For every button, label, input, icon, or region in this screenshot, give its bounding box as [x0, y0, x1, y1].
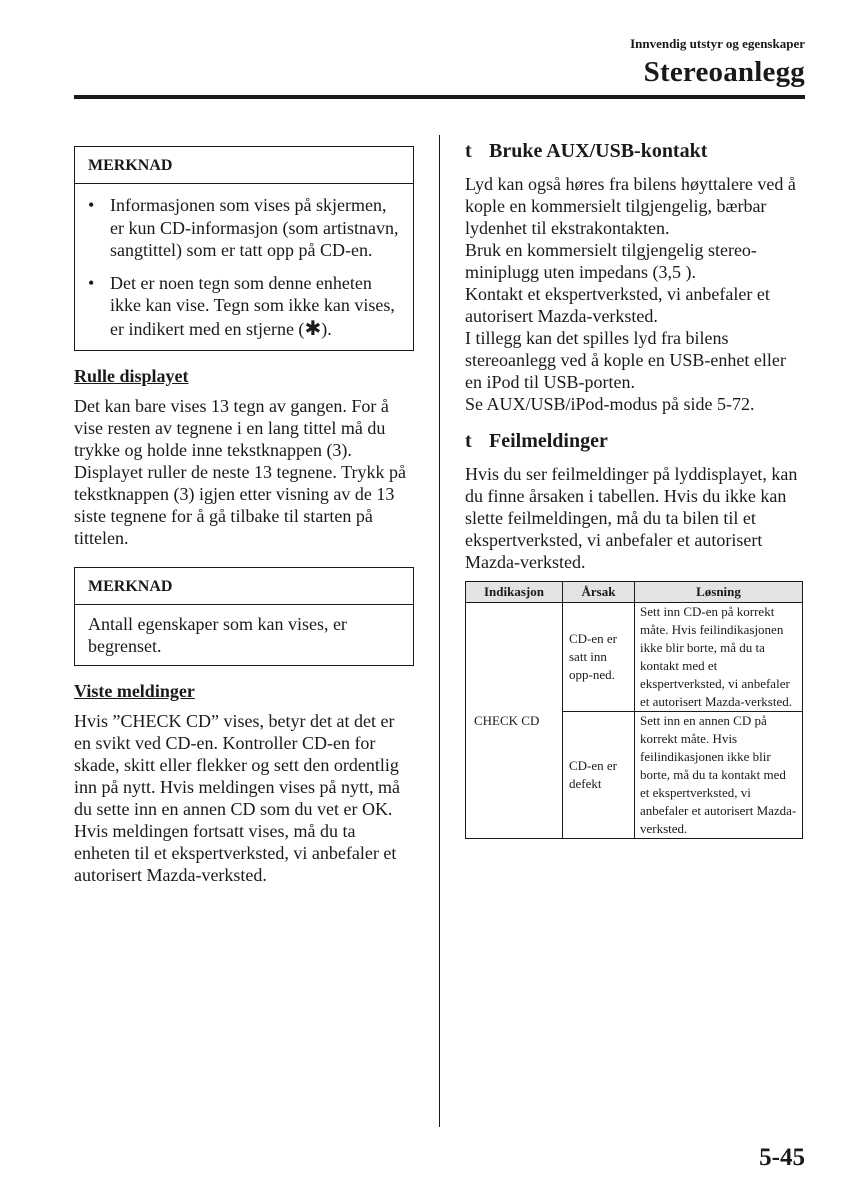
section-marker: t [465, 430, 472, 452]
table-header-row [466, 582, 803, 603]
paragraph-messages: Hvis ”CHECK CD” vises, betyr det at det er en svikt ved CD-en. Kontroller CD-en for skade, skitt eller flekker og sett den ordentlig inn på nytt. Hvis meldingen vises på nytt, må du sette inn en annen CD som du vet er OK. Hvis meldingen fortsatt vises, må du ta enheten til et ekspertverksted, vi anbefaler et autorisert Mazda-verksted. [74, 711, 400, 885]
star-icon: ✱ [304, 315, 322, 340]
note-heading: MERKNAD [75, 568, 413, 605]
note-list [75, 184, 413, 350]
bullet-icon: • [88, 272, 95, 293]
list-item [88, 272, 403, 341]
column-divider [439, 135, 440, 1127]
section-label: Innvendig utstyr og egenskaper [630, 36, 805, 51]
right-column [465, 138, 805, 839]
list-item [88, 194, 403, 262]
section-heading-text: Bruke AUX/USB-kontakt [489, 140, 708, 162]
paragraph-errors: Hvis du ser feilmeldinger på lyddisplayet, kan du finne årsaken i tabellen. Hvis du ikke kan slette feilmeldingen, må du ta bilen til et ekspertverksted, vi anbefaler et autorisert Mazda-verksted. [465, 464, 798, 572]
bullet-icon: • [88, 195, 95, 215]
cause-cell: CD-en er defekt [563, 712, 635, 839]
left-column [74, 146, 414, 886]
indication-cell: CHECK CD [466, 603, 563, 839]
solution-cell: Sett inn en annen CD på korrekt måte. Hvis feilindikasjonen ikke blir borte, må du ta kontakt med et ekspertverksted, vi anbefaler et autorisert Mazda-verksted. [635, 712, 803, 839]
note-item-text: Det er noen tegn som denne enheten ikke kan vise. Tegn som ikke kan vises, er indikert med en stjerne ( [110, 272, 395, 339]
column-header: Løsning [635, 582, 803, 603]
page-title: Stereoanlegg [643, 56, 805, 88]
note-body: Antall egenskaper som kan vises, er begrenset. [88, 614, 347, 656]
note-box [74, 567, 414, 666]
column-header: Indikasjon [466, 582, 563, 603]
note-item-text-end: ). [321, 318, 332, 339]
section-heading-text: Feilmeldinger [489, 430, 608, 452]
note-box [74, 146, 414, 351]
paragraph-scroll: Det kan bare vises 13 tegn av gangen. For å vise resten av tegnene i en lang tittel må du trykke og holde inne tekstknappen (3). Displayet ruller de neste 13 tegnene. Trykk på tekstknappen (3) igjen etter visning av de 13 siste tegnene for å gå tilbake til starten på tittelen. [74, 396, 406, 548]
page-number: 5-45 [759, 1144, 805, 1171]
note-heading: MERKNAD [75, 147, 413, 184]
header-rule [74, 95, 805, 99]
paragraph-aux: Lyd kan også høres fra bilens høyttalere ved å kople en kommersielt tilgjengelig, bærbar lydenhet til ekstrakontakten. Bruk en kommersielt tilgjengelig stereo-miniplugg uten impedans (3,5 ). Kontakt et ekspertverksted, vi anbefaler et autorisert Mazda-verksted. I tillegg kan det spilles lyd fra bilens stereoanlegg ved å kople en USB-enhet eller en iPod til USB-porten. Se AUX/USB/iPod-modus på side 5-72. [465, 174, 796, 414]
column-header: Årsak [563, 582, 635, 603]
subheading-messages: Viste meldinger [74, 681, 195, 701]
note-item-text: Informasjonen som vises på skjermen, er kun CD-informasjon (som artistnavn, sangtittel) som er tatt opp på CD-en. [110, 195, 399, 260]
section-heading-errors [465, 428, 805, 454]
table-row [466, 603, 803, 712]
section-marker: t [465, 140, 472, 162]
error-table [465, 581, 803, 839]
section-heading-aux [465, 138, 805, 164]
subheading-scroll: Rulle displayet [74, 366, 189, 386]
cause-cell: CD-en er satt inn opp-ned. [563, 603, 635, 712]
solution-cell: Sett inn CD-en på korrekt måte. Hvis feilindikasjonen ikke blir borte, må du ta kontakt med et ekspertverksted, vi anbefaler et autorisert Mazda-verksted. [635, 603, 803, 712]
